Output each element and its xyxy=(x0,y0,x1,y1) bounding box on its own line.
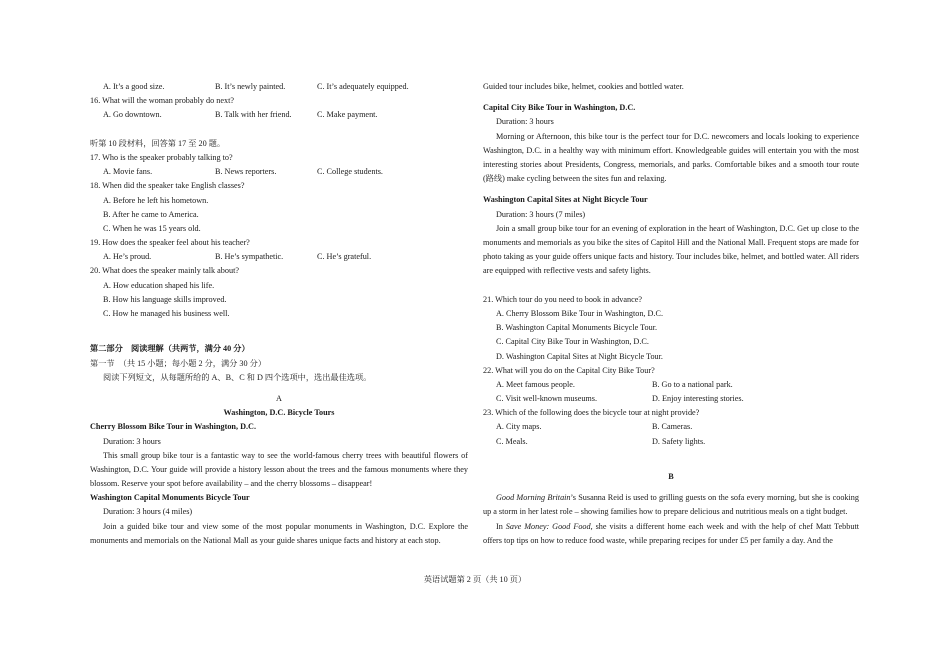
q23-options-row2 xyxy=(483,435,859,449)
option: C. He’s grateful. xyxy=(317,252,372,262)
option: C. Capital City Bike Tour in Washington, D.C. xyxy=(496,337,649,347)
option: A. He’s proud. xyxy=(103,252,152,262)
q22-options-row1 xyxy=(483,378,859,392)
option: C. When he was 15 years old. xyxy=(103,223,201,233)
tour1-duration: Duration: 3 hours xyxy=(103,436,161,446)
question-23: 23. Which of the following does the bicycle tour at night provide? xyxy=(483,408,700,418)
q17-options xyxy=(90,165,468,179)
question-16: 16. What will the woman probably do next? xyxy=(90,96,235,106)
q16-options xyxy=(90,108,468,122)
tour3-duration: Duration: 3 hours xyxy=(496,117,554,127)
option: A. City maps. xyxy=(496,422,542,432)
left-column xyxy=(90,80,468,548)
tour4-title: Washington Capital Sites at Night Bicycle Tour xyxy=(483,195,648,205)
tour3-title: Capital City Bike Tour in Washington, D.C. xyxy=(483,103,636,113)
option: D. Enjoy interesting stories. xyxy=(652,394,744,404)
passage-letter-b: B xyxy=(668,472,674,481)
tour2-text-continued: Guided tour includes bike, helmet, cookies and bottled water. xyxy=(483,82,684,91)
option: B. Talk with her friend. xyxy=(215,110,292,120)
tour3-text: Morning or Afternoon, this bike tour is the perfect tour for D.C. newcomers and locals looking to experience Washington, D.C. in a healthy way with minimum effort. Knowledgeable guides will entertain you with the most interesting stories about Presidents, Congress, memorials, and parks. Comfortable bikes and a smooth tour route (路线) make cycling between the sites fun and relaxing. xyxy=(483,131,859,184)
paragraph-text: ’s Susanna Reid is used to grilling guests on the sofa every morning, but she is cooking up a storm in her latest role – showing families how to prepare delicious and nutritious meals on a tight budget. xyxy=(483,493,859,517)
option: B. It’s newly painted. xyxy=(215,82,286,91)
option: C. Meals. xyxy=(496,436,528,446)
passage-b-paragraph-2 xyxy=(483,520,859,548)
option: D. Safety lights. xyxy=(652,436,706,446)
option: B. How his language skills improved. xyxy=(103,294,227,304)
question-18: 18. When did the speaker take English classes? xyxy=(90,181,245,191)
tour1-title: Cherry Blossom Bike Tour in Washington, D.C. xyxy=(90,422,256,432)
tour1-text: This small group bike tour is a fantastic way to see the world-famous cherry trees with beautiful flowers of Washington, D.C. Your guide will provide a history lesson about the trees and the famous monuments where they blossom. Reserve your spot before availability – and the cherry blossoms – disappear! xyxy=(90,450,468,489)
option: A. How education shaped his life. xyxy=(103,280,215,290)
paragraph-text: In xyxy=(496,521,506,531)
page-footer: 英语试题第 2 页（共 10 页） xyxy=(423,575,527,584)
tour4-duration: Duration: 3 hours (7 miles) xyxy=(496,209,586,219)
part2-title: 第二部分 阅读理解（共两节，满分 40 分） xyxy=(90,344,250,354)
q15-options xyxy=(90,80,468,94)
option: D. Washington Capital Sites at Night Bicycle Tour. xyxy=(496,351,663,361)
question-22: 22. What will you do on the Capital City Bike Tour? xyxy=(483,365,655,375)
question-21: 21. Which tour do you need to book in advance? xyxy=(483,294,643,304)
material-10-instruction: 听第 10 段材料，回答第 17 至 20 题。 xyxy=(90,138,226,148)
reading-instruction: 阅读下列短文，从每题所给的 A、B、C 和 D 四个选项中，选出最佳选项。 xyxy=(103,372,372,382)
question-19: 19. How does the speaker feel about his teacher? xyxy=(90,238,250,248)
option: C. Make payment. xyxy=(317,110,378,120)
option: A. Movie fans. xyxy=(103,167,153,177)
passage-letter-a: A xyxy=(276,393,282,403)
option: A. It’s a good size. xyxy=(103,82,165,91)
tour2-text: Join a guided bike tour and view some of the most popular monuments in Washington, D.C. Explore the monuments and memorials on the National Mall as your guide shares unique facts and history at each stop. xyxy=(90,521,468,545)
show-title: Save Money: Good Food xyxy=(505,521,591,531)
q22-options-row2 xyxy=(483,392,859,406)
section1-title: 第一节 （共 15 小题；每小题 2 分，满分 30 分） xyxy=(90,358,267,368)
option: B. He’s sympathetic. xyxy=(215,252,284,262)
option: B. News reporters. xyxy=(215,167,277,177)
option: A. Cherry Blossom Bike Tour in Washington, D.C. xyxy=(496,308,663,318)
tour4-text: Join a small group bike tour for an evening of exploration in the heart of Washington, D.C. Get up close to the monuments and memorials as you bike the sites of Capitol Hill and the National Mall. Frequent stops are made for photo taking as your guide offers unique facts and history. Tour includes bike, helmet, and bottled water. All riders are equipped with reflective vests and safety lights. xyxy=(483,223,859,276)
paragraph-text: , she visits a different home each week and with the help of chef Matt Tebbutt offers top tips on how to reduce food waste, while preparing recipes for under £5 per family a day. And the xyxy=(483,521,859,545)
passage-title: Washington, D.C. Bicycle Tours xyxy=(223,408,335,418)
q23-options-row1 xyxy=(483,420,859,434)
option: B. Cameras. xyxy=(652,422,693,432)
option: C. Visit well-known museums. xyxy=(496,394,598,404)
right-column xyxy=(483,80,859,548)
passage-b-paragraph-1 xyxy=(483,491,859,519)
q19-options xyxy=(90,250,468,264)
option: B. Go to a national park. xyxy=(652,379,733,389)
question-20: 20. What does the speaker mainly talk about? xyxy=(90,266,239,276)
tour2-title: Washington Capital Monuments Bicycle Tour xyxy=(90,493,250,503)
option: C. College students. xyxy=(317,167,383,177)
option: C. How he managed his business well. xyxy=(103,309,230,318)
show-title: Good Morning Britain xyxy=(496,493,571,503)
tour2-duration: Duration: 3 hours (4 miles) xyxy=(103,507,193,517)
option: C. It’s adequately equipped. xyxy=(317,82,409,91)
option: B. After he came to America. xyxy=(103,209,199,219)
option: A. Meet famous people. xyxy=(496,379,575,389)
option: B. Washington Capital Monuments Bicycle Tour. xyxy=(496,323,658,333)
option: A. Before he left his hometown. xyxy=(103,195,209,205)
option: A. Go downtown. xyxy=(103,110,162,120)
question-17: 17. Who is the speaker probably talking to? xyxy=(90,152,233,162)
